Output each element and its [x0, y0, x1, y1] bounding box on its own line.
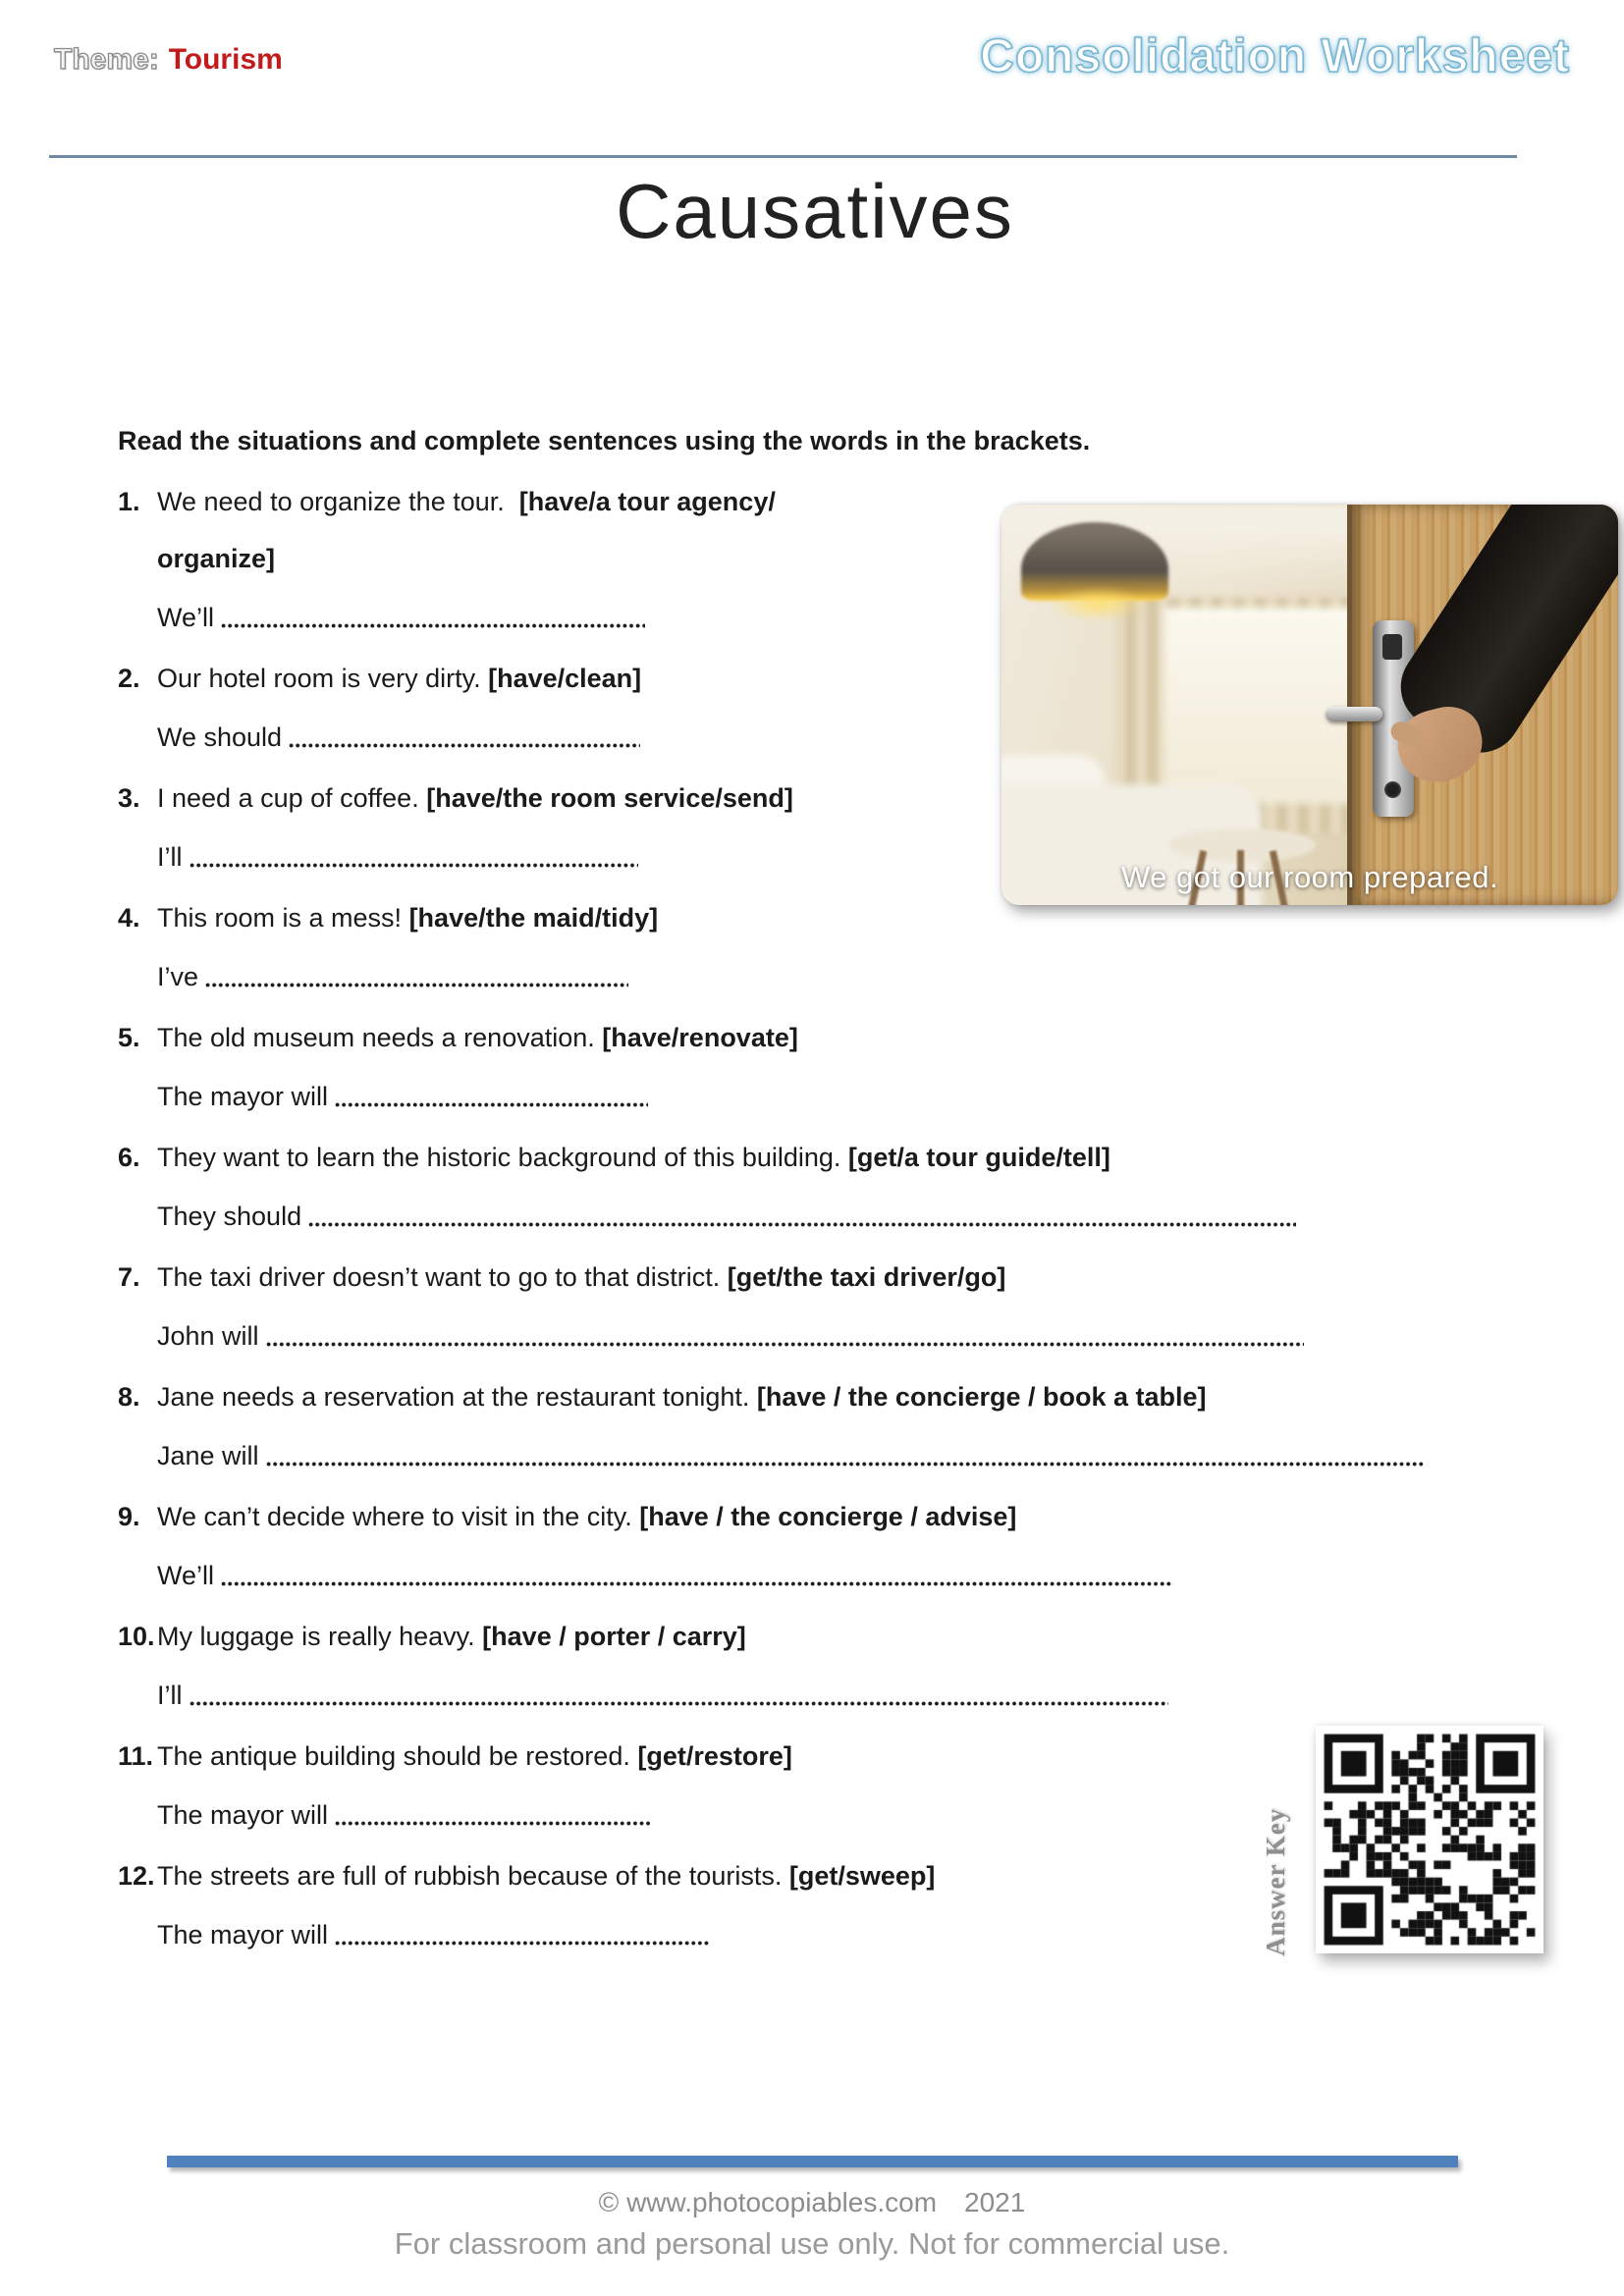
answer-line [157, 957, 628, 996]
photo-card-sensor [1382, 634, 1402, 660]
answer-starter: We should [157, 722, 283, 752]
qr-code-image [1316, 1726, 1543, 1953]
bracket-prompt-line2: organize] [157, 544, 276, 573]
exercise-item [118, 1856, 1512, 1954]
exercise-sentence [157, 1617, 1512, 1656]
situation-text: Our hotel room is very dirty. [157, 664, 489, 693]
bracket-prompt: [get/the taxi driver/go] [727, 1262, 1006, 1292]
bracket-prompt: [have/a tour agency/ [518, 487, 776, 516]
theme-line [54, 29, 283, 77]
exercise-sentence [157, 1497, 1512, 1536]
footer-license: For classroom and personal use only. Not for commercial use. [394, 2226, 1230, 2261]
answer-starter: They should [157, 1201, 302, 1231]
exercise-item [118, 1018, 1512, 1116]
photo-lamp-glow [1049, 587, 1147, 620]
answer-starter: The mayor will [157, 1920, 329, 1949]
answer-line [157, 1316, 1304, 1356]
answer-line [157, 1795, 650, 1835]
answer-starter: I’ve [157, 962, 199, 991]
worksheet-content [118, 167, 1512, 1976]
answer-line [157, 1676, 1168, 1715]
dotted-blank [335, 1098, 648, 1111]
bracket-prompt: [have / the concierge / book a table] [756, 1382, 1207, 1412]
dotted-blank [189, 859, 639, 872]
situation-text: I need a cup of coffee. [157, 783, 427, 813]
answer-starter: We’ll [157, 603, 215, 632]
bracket-prompt: [have / the concierge / advise] [639, 1502, 1017, 1531]
exercise-number: 11. [118, 1741, 154, 1771]
exercise-number: 4. [118, 903, 140, 933]
answer-key-label: Answer Key [1261, 1807, 1290, 1956]
exercise-sentence [157, 1138, 1512, 1177]
bracket-prompt: [get/restore] [637, 1741, 792, 1771]
exercise-number: 5. [118, 1023, 140, 1052]
footer-divider-bar [167, 2156, 1458, 2167]
exercise-item [118, 1377, 1512, 1475]
answer-line [157, 1436, 1424, 1475]
exercise-item [118, 1736, 1512, 1835]
dotted-blank [221, 619, 645, 632]
exercise-number: 12. [118, 1861, 155, 1891]
hotel-room-photo [1001, 505, 1618, 905]
bracket-prompt: [have/the maid/tidy] [408, 903, 659, 933]
situation-text: Jane needs a reservation at the restaurant tonight. [157, 1382, 757, 1412]
photo-caption: We got our room prepared. [1120, 860, 1499, 894]
answer-starter: The mayor will [157, 1800, 329, 1830]
dotted-blank [335, 1817, 650, 1830]
exercise-number: 1. [118, 487, 140, 516]
photo-keyhole [1384, 781, 1401, 798]
exercise-number: 10. [118, 1622, 155, 1651]
situation-text: We need to organize the tour. [157, 487, 519, 516]
exercise-number: 3. [118, 783, 140, 813]
exercise-number: 6. [118, 1143, 140, 1172]
exercise-number: 9. [118, 1502, 140, 1531]
answer-starter: We’ll [157, 1561, 215, 1590]
header-divider [49, 155, 1517, 158]
page-header [54, 29, 1570, 83]
dotted-blank [266, 1458, 1424, 1470]
answer-key-qr [1316, 1726, 1543, 1953]
exercise-item [118, 1138, 1512, 1236]
answer-line [157, 718, 640, 757]
answer-starter: Jane will [157, 1441, 259, 1470]
bracket-prompt: [have / porter / carry] [482, 1622, 746, 1651]
footer-year: 2021 [964, 2187, 1026, 2217]
answer-starter: John will [157, 1321, 259, 1351]
answer-starter: The mayor will [157, 1082, 329, 1111]
exercise-item [118, 1497, 1512, 1595]
exercise-sentence [157, 1018, 1512, 1057]
instruction-text: Read the situations and complete sentences using the words in the brackets. [118, 426, 1091, 455]
situation-text: They want to learn the historic background of this building. [157, 1143, 848, 1172]
photo-door-lever [1326, 707, 1382, 721]
answer-line [157, 1197, 1296, 1236]
answer-line [157, 1077, 648, 1116]
exercise-number: 2. [118, 664, 140, 693]
exercise-sentence [157, 1736, 1512, 1776]
exercise-sentence [157, 1377, 1512, 1416]
theme-label: Theme: [54, 43, 159, 76]
exercise-sentence [157, 1257, 1512, 1297]
bracket-prompt: [get/sweep] [788, 1861, 936, 1891]
answer-line [157, 598, 645, 637]
situation-text: We can’t decide where to visit in the city. [157, 1502, 640, 1531]
dotted-blank [289, 739, 640, 752]
situation-text: My luggage is really heavy. [157, 1622, 483, 1651]
dotted-blank [335, 1937, 709, 1949]
dotted-blank [189, 1697, 1169, 1710]
exercise-item [118, 1617, 1512, 1715]
bracket-prompt: [have/clean] [488, 664, 642, 693]
exercise-item [118, 898, 1512, 996]
exercise-item [118, 1257, 1512, 1356]
theme-value: Tourism [168, 43, 283, 76]
worksheet-type-badge: Consolidation Worksheet [980, 30, 1570, 82]
answer-starter: I’ll [157, 842, 183, 872]
answer-line [157, 1915, 709, 1954]
bracket-prompt: [have/the room service/send] [426, 783, 793, 813]
exercise-sentence [157, 1856, 1512, 1896]
footer-copyright-line [0, 2187, 1624, 2218]
page-title: Causatives [616, 168, 1014, 254]
exercise-number: 7. [118, 1262, 140, 1292]
bracket-prompt: [have/renovate] [602, 1023, 798, 1052]
answer-starter: I’ll [157, 1681, 183, 1710]
dotted-blank [266, 1338, 1304, 1351]
answer-line [157, 837, 638, 877]
photo-window-light [1164, 608, 1375, 804]
footer-copyright: © www.photocopiables.com [598, 2187, 938, 2217]
exercise-number: 8. [118, 1382, 140, 1412]
situation-text: The streets are full of rubbish because of the tourists. [157, 1861, 789, 1891]
situation-text: The old museum needs a renovation. [157, 1023, 603, 1052]
dotted-blank [308, 1218, 1296, 1231]
situation-text: The taxi driver doesn’t want to go to that district. [157, 1262, 728, 1292]
dotted-blank [221, 1577, 1173, 1590]
situation-text: The antique building should be restored. [157, 1741, 638, 1771]
answer-line [157, 1556, 1173, 1595]
situation-text: This room is a mess! [157, 903, 409, 933]
bracket-prompt: [get/a tour guide/tell] [847, 1143, 1110, 1172]
dotted-blank [205, 979, 628, 991]
